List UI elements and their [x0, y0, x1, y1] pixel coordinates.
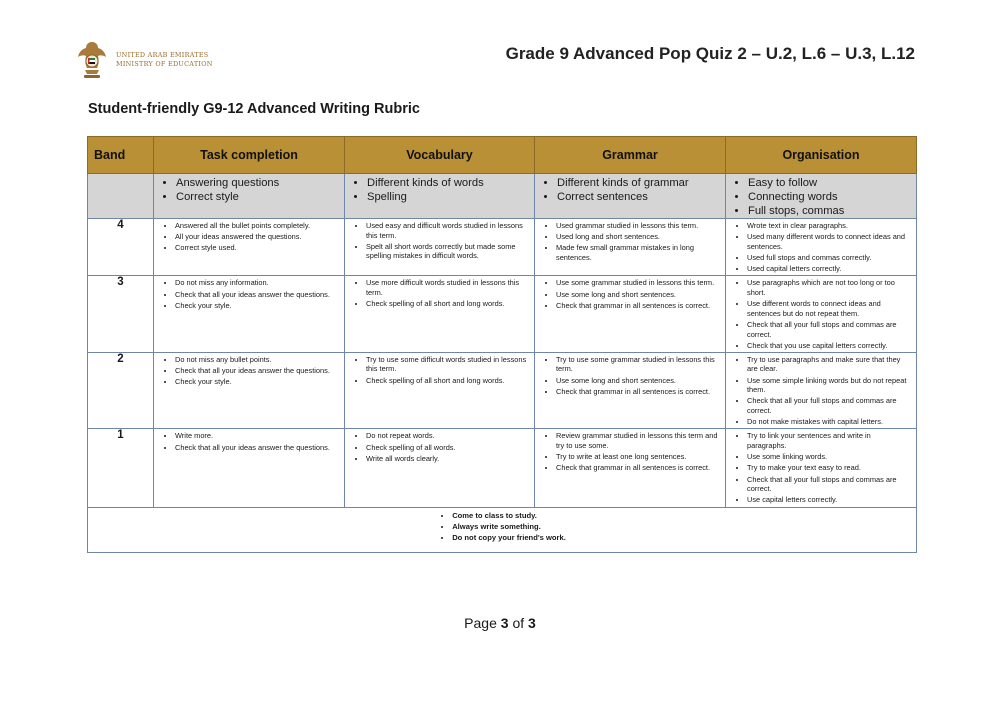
list-item: • Try to link your sentences and write in paragraphs.: [747, 431, 912, 450]
list-item: • Different kinds of grammar: [557, 176, 725, 190]
ministry-line-1: UNITED ARAB EMIRATES: [116, 51, 209, 59]
band-1-vocabulary-cell: [345, 429, 535, 507]
header-task-completion: Task completion: [154, 137, 345, 174]
list-item: • All your ideas answered the questions.: [175, 232, 340, 242]
list-item: • Correct style: [176, 190, 344, 204]
page-number: [0, 615, 1000, 631]
band-1-organisation-cell: [726, 429, 917, 507]
list-item: • Check that grammar in all sentences is correct.: [556, 463, 721, 473]
band-3-grammar-cell: [535, 276, 726, 353]
band-3-organisation-cell: [726, 276, 917, 353]
list-item: • Come to class to study.: [452, 510, 566, 521]
list-item: • Check your style.: [175, 377, 340, 387]
list-item: • Full stops, commas: [748, 204, 916, 218]
list-item: • Used long and short sentences.: [556, 232, 721, 242]
list-item: • Check that all your full stops and commas are correct.: [747, 320, 912, 339]
list-item: • Write all words clearly.: [366, 454, 530, 464]
list-item: • Check that all your full stops and commas are correct.: [747, 475, 912, 494]
rubric-footer-row: [88, 507, 917, 552]
rubric-footer-cell: [88, 507, 917, 552]
rubric-title: Student-friendly G9-12 Advanced Writing Rubric: [88, 101, 420, 117]
summary-grammar-cell: [535, 174, 726, 219]
ministry-line-2: MINISTRY OF EDUCATION: [116, 60, 213, 68]
list-item: • Check that you use capital letters correctly.: [747, 341, 912, 351]
list-item: • Try to use some difficult words studied in lessons this term.: [366, 355, 530, 374]
list-item: • Try to use some grammar studied in lessons this term.: [556, 355, 721, 374]
ministry-logo: [76, 40, 213, 80]
rubric-summary-row: [88, 174, 917, 219]
list-item: • Check that all your ideas answer the questions.: [175, 366, 340, 376]
list-item: • Check spelling of all short and long words.: [366, 376, 530, 386]
band-3-task-cell: [154, 276, 345, 353]
band-3-vocabulary-cell: [345, 276, 535, 353]
list-item: • Use some linking words.: [747, 452, 912, 462]
band-number: 2: [88, 352, 154, 429]
list-item: • Spelling: [367, 190, 534, 204]
list-item: • Connecting words: [748, 190, 916, 204]
list-item: • Use some simple linking words but do not repeat them.: [747, 376, 912, 395]
list-item: • Correct sentences: [557, 190, 725, 204]
rubric-header-row: [88, 137, 917, 174]
list-item: • Check that all your full stops and commas are correct.: [747, 396, 912, 415]
list-item: • Check spelling of all words.: [366, 443, 530, 453]
list-item: • Use different words to connect ideas and sentences but do not repeat them.: [747, 299, 912, 318]
band-2-organisation-cell: [726, 352, 917, 429]
list-item: • Used many different words to connect ideas and sentences.: [747, 232, 912, 251]
list-item: • Made few small grammar mistakes in long sentences.: [556, 243, 721, 262]
list-item: • Check spelling of all short and long words.: [366, 299, 530, 309]
band-3-row: [88, 276, 917, 353]
list-item: • Used easy and difficult words studied in lessons this term.: [366, 221, 530, 240]
list-item: • Check that all your ideas answer the questions.: [175, 443, 340, 453]
band-number: 3: [88, 276, 154, 353]
list-item: • Used grammar studied in lessons this term.: [556, 221, 721, 231]
list-item: • Used capital letters correctly.: [747, 264, 912, 274]
summary-task-cell: [154, 174, 345, 219]
list-item: • Check your style.: [175, 301, 340, 311]
list-item: • Do not miss any bullet points.: [175, 355, 340, 365]
list-item: • Wrote text in clear paragraphs.: [747, 221, 912, 231]
band-2-grammar-cell: [535, 352, 726, 429]
list-item: • Try to use paragraphs and make sure that they are clear.: [747, 355, 912, 374]
list-item: • Write more.: [175, 431, 340, 441]
list-item: • Do not copy your friend's work.: [452, 532, 566, 543]
list-item: • Use more difficult words studied in lessons this term.: [366, 278, 530, 297]
band-4-task-cell: [154, 219, 345, 276]
ministry-name: [116, 51, 213, 69]
band-2-task-cell: [154, 352, 345, 429]
list-item: • Use paragraphs which are not too long or too short.: [747, 278, 912, 297]
band-1-grammar-cell: [535, 429, 726, 507]
summary-organisation-cell: [726, 174, 917, 219]
list-item: • Answering questions: [176, 176, 344, 190]
band-4-organisation-cell: [726, 219, 917, 276]
list-item: • Used full stops and commas correctly.: [747, 253, 912, 263]
band-4-row: [88, 219, 917, 276]
list-item: • Answered all the bullet points completely.: [175, 221, 340, 231]
list-item: • Use capital letters correctly.: [747, 495, 912, 505]
list-item: • Do not miss any information.: [175, 278, 340, 288]
list-item: • Spelt all short words correctly but made some spelling mistakes in difficult words.: [366, 242, 530, 261]
header-organisation: Organisation: [726, 137, 917, 174]
summary-vocabulary-cell: [345, 174, 535, 219]
list-item: • Easy to follow: [748, 176, 916, 190]
list-item: • Do not make mistakes with capital letters.: [747, 417, 912, 427]
list-item: • Use some long and short sentences.: [556, 376, 721, 386]
list-item: • Try to write at least one long sentences.: [556, 452, 721, 462]
list-item: • Use some long and short sentences.: [556, 290, 721, 300]
list-item: • Use some grammar studied in lessons this term.: [556, 278, 721, 288]
band-2-row: [88, 352, 917, 429]
summary-band-cell: [88, 174, 154, 219]
band-1-row: [88, 429, 917, 507]
page-current: 3: [500, 615, 509, 631]
list-item: • Check that grammar in all sentences is correct.: [556, 387, 721, 397]
band-number: 1: [88, 429, 154, 507]
list-item: • Do not repeat words.: [366, 431, 530, 441]
list-item: • Review grammar studied in lessons this term and try to use some.: [556, 431, 721, 450]
writing-rubric-table: [87, 136, 917, 553]
band-4-vocabulary-cell: [345, 219, 535, 276]
band-1-task-cell: [154, 429, 345, 507]
header-vocabulary: Vocabulary: [345, 137, 535, 174]
page-of: of: [512, 615, 525, 631]
list-item: • Try to make your text easy to read.: [747, 463, 912, 473]
list-item: • Different kinds of words: [367, 176, 534, 190]
header-band: Band: [88, 137, 154, 174]
band-4-grammar-cell: [535, 219, 726, 276]
band-number: 4: [88, 219, 154, 276]
uae-emblem-icon: [76, 40, 108, 80]
page-label: Page: [464, 615, 497, 631]
quiz-title: Grade 9 Advanced Pop Quiz 2 – U.2, L.6 – U.3, L.12: [505, 44, 915, 63]
header-grammar: Grammar: [535, 137, 726, 174]
list-item: • Check that all your ideas answer the questions.: [175, 290, 340, 300]
band-2-vocabulary-cell: [345, 352, 535, 429]
list-item: • Correct style used.: [175, 243, 340, 253]
list-item: • Check that grammar in all sentences is correct.: [556, 301, 721, 311]
list-item: • Always write something.: [452, 521, 566, 532]
page-total: 3: [528, 615, 536, 631]
